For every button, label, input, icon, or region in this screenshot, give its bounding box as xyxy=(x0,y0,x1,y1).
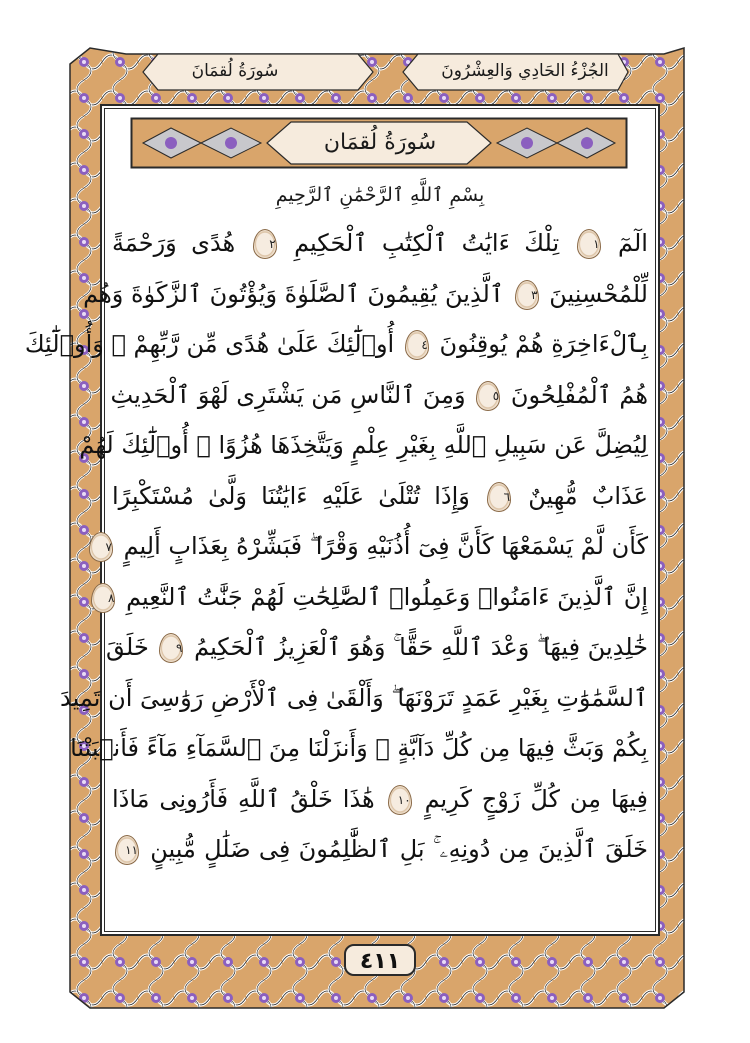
verse-text: لِيُضِلَّ عَن سَبِيلِ ٱللَّهِ بِغَيْرِ عِلْمٍ وَيَتَّخِذَهَا هُزُوًا ۚ أُو۟لَٰٓئِكَ لَهُمْ xyxy=(79,431,648,459)
verse-text: فِيهَا مِن كُلِّ زَوْجٍ كَرِيمٍ xyxy=(424,784,649,813)
verse-text: إِنَّ ٱلَّذِينَ ءَامَنُوا۟ وَعَمِلُوا۟ ٱلصَّٰلِحَٰتِ لَهُمْ جَنَّٰتُ ٱلنَّعِيمِ xyxy=(126,582,648,611)
verse-text: كَأَن لَّمْ يَسْمَعْهَا كَأَنَّ فِىٓ أُذُنَيْهِ وَقْرًا ۖ فَبَشِّرْهُ بِعَذَابٍ أَلِيمٍ xyxy=(123,532,648,560)
ayah-marker-icon: ٦ xyxy=(487,482,511,512)
verse-line xyxy=(112,774,648,825)
verse-line xyxy=(106,622,648,673)
verse-text: أُو۟لَٰٓئِكَ عَلَىٰ هُدًى مِّن رَّبِّهِمْ ۖ وَأُو۟لَٰٓئِكَ xyxy=(24,330,395,358)
verse-text: عَذَابٌ مُّهِينٌ xyxy=(528,481,648,510)
ayah-marker-icon: ١٠ xyxy=(388,785,412,815)
verse-text: خَلَقَ xyxy=(106,633,149,661)
verse-text: بِٱلْءَاخِرَةِ هُمْ يُوقِنُونَ xyxy=(439,330,648,358)
ayah-marker-icon: ١١ xyxy=(115,835,139,865)
verse-text: لِّلْمُحْسِنِينَ xyxy=(549,279,648,308)
ayah-marker-icon: ٢ xyxy=(253,229,277,259)
verse-line xyxy=(83,269,648,320)
header-juz-name: الجُزْءُ الحَادِي وَالعِشْرُونَ xyxy=(441,61,609,81)
verse-line xyxy=(105,521,648,572)
verse-line xyxy=(107,572,648,623)
basmala: بِسْمِ ٱللَّهِ ٱلرَّحْمَٰنِ ٱلرَّحِيمِ xyxy=(275,184,485,206)
ayah-marker-icon: ٩ xyxy=(159,633,183,663)
ayah-marker-icon: ٤ xyxy=(405,330,429,360)
ayah-marker-icon: ٣ xyxy=(515,280,539,310)
verse-line xyxy=(79,420,648,471)
verse-text: خَلَقَ ٱلَّذِينَ مِن دُونِهِۦ ۚ بَلِ ٱلظَّٰلِمُونَ فِى ضَلَٰلٍ مُّبِينٍ xyxy=(150,835,648,863)
verse-line xyxy=(112,218,648,269)
verse-text: الٓمٓ xyxy=(618,229,648,257)
verse-text: تِلْكَ ءَايَٰتُ ٱلْكِتَٰبِ ٱلْحَكِيمِ xyxy=(294,229,560,257)
surah-title: سُورَةُ لُقمَان xyxy=(323,130,437,155)
page-number: ٤١١ xyxy=(344,944,416,976)
verse-text: وَإِذَا تُتْلَىٰ عَلَيْهِ ءَايَٰتُنَا وَلَّىٰ مُسْتَكْبِرًا xyxy=(112,481,470,510)
ayah-marker-icon: ٨ xyxy=(91,583,115,613)
verse-text: هُمُ ٱلْمُفْلِحُونَ xyxy=(510,380,648,409)
verse-text: ٱلَّذِينَ يُقِيمُونَ ٱلصَّلَوٰةَ وَيُؤْتُونَ ٱلزَّكَوٰةَ وَهُم xyxy=(83,279,504,308)
verse-line xyxy=(70,723,648,774)
verse-line xyxy=(112,824,648,875)
verse-text: بِكُمْ وَبَثَّ فِيهَا مِن كُلِّ دَآبَّةٍ ۚ وَأَنزَلْنَا مِنَ ٱلسَّمَآءِ مَآءً فَأَنۢبَتْنَا xyxy=(70,734,648,762)
header-surah-name: سُورَةُ لُقمَانَ xyxy=(191,61,279,81)
verse-lines xyxy=(24,218,649,875)
verse-text: خَٰلِدِينَ فِيهَا ۖ وَعْدَ ٱللَّهِ حَقًّا ۚ وَهُوَ ٱلْعَزِيزُ ٱلْحَكِيمُ xyxy=(194,633,648,661)
verse-line xyxy=(24,319,648,370)
verse-text: وَمِنَ ٱلنَّاسِ مَن يَشْتَرِى لَهْوَ ٱلْحَدِيثِ xyxy=(110,380,466,409)
verse-text: ٱلسَّمَٰوَٰتِ بِغَيْرِ عَمَدٍ تَرَوْنَهَا ۖ وَأَلْقَىٰ فِى ٱلْأَرْضِ رَوَٰسِىَ أَن تَمِيدَ xyxy=(60,683,648,712)
verse-text: هَٰذَا خَلْقُ ٱللَّهِ فَأَرُونِى مَاذَا xyxy=(112,784,375,813)
ayah-marker-icon: ١ xyxy=(577,229,601,259)
verse-line xyxy=(112,370,648,421)
verse-line xyxy=(60,673,648,724)
ayah-marker-icon: ٧ xyxy=(89,532,113,562)
verse-text: هُدًى وَرَحْمَةً xyxy=(112,229,236,257)
verse-line xyxy=(112,471,648,522)
ayah-marker-icon: ٥ xyxy=(476,381,500,411)
